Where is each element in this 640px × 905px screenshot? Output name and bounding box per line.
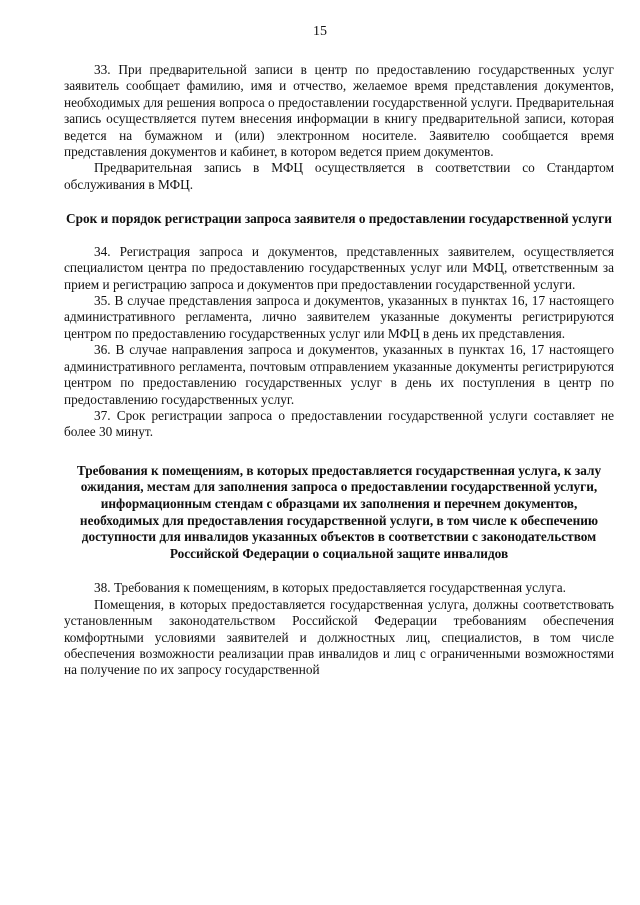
paragraph-37: 37. Срок регистрации запроса о предоставлении государственной услуги составляет не более 30 минут. <box>64 407 614 440</box>
section-heading-registration: Срок и порядок регистрации запроса заявителя о предоставлении государственной услуги <box>66 211 612 227</box>
paragraph-33: 33. При предварительной записи в центр по предоставлению государственных услуг заявитель сообщает фамилию, имя и отчество, желаемое время представления документов, необходимых для решения вопроса о предоставлении государственной услуги. Предварительная запись осуществляется путем внесения информации в книгу предварительной записи, которая ведется на бумажном и (или) электронном носителе. Заявителю сообщается время представления документов и кабинет, в котором ведется прием документов. <box>64 62 614 160</box>
section-heading-premises: Требования к помещениям, в которых предоставляется государственная услуга, к залу ожидания, местам для заполнения запроса о предоставлении государственной услуги, информационным стендам с образцами их заполнения и перечнем документов, необходимых для предоставления государственной услуги, в том числе к обеспечению доступности для инвалидов указанных объектов в соответствии с законодательством Российской Федерации о социальной защите инвалидов <box>76 462 602 561</box>
paragraph-35: 35. В случае представления запроса и документов, указанных в пунктах 16, 17 настоящего административного регламента, лично заявителем указанные документы регистрируются центром по предоставлению государственных услуг или МФЦ в день их представления. <box>64 293 614 341</box>
paragraph-36: 36. В случае направления запроса и документов, указанных в пунктах 16, 17 настоящего административного регламента, почтовым отправлением указанные документы регистрируются центром по предоставлению государственных услуг в день их поступления в центр по предоставлению государственных услуг. <box>64 342 614 407</box>
paragraph-38: 38. Требования к помещениям, в которых предоставляется государственная услуга. <box>94 580 567 596</box>
paragraph-33-mfc: Предварительная запись в МФЦ осуществляется в соответствии со Стандартом обслуживания в МФЦ. <box>64 160 614 192</box>
paragraph-34: 34. Регистрация запроса и документов, представленных заявителем, осуществляется специалистом центра по предоставлению государственных услуг или МФЦ, ответственным за прием и регистрацию запроса и документов при предоставлении государственной услуги. <box>64 243 614 292</box>
document-body <box>64 62 614 679</box>
page-number: 15 <box>313 24 327 39</box>
paragraph-38-premises: Помещения, в которых предоставляется государственная услуга, должны соответствовать установленным законодательством Российской Федерации требованиям обеспечения комфортными условиями заявителей и должностных лиц, специалистов, в том числе обеспечения возможности реализации прав инвалидов и лиц с ограниченными возможностями на получение по их запросу государственной <box>64 596 614 678</box>
